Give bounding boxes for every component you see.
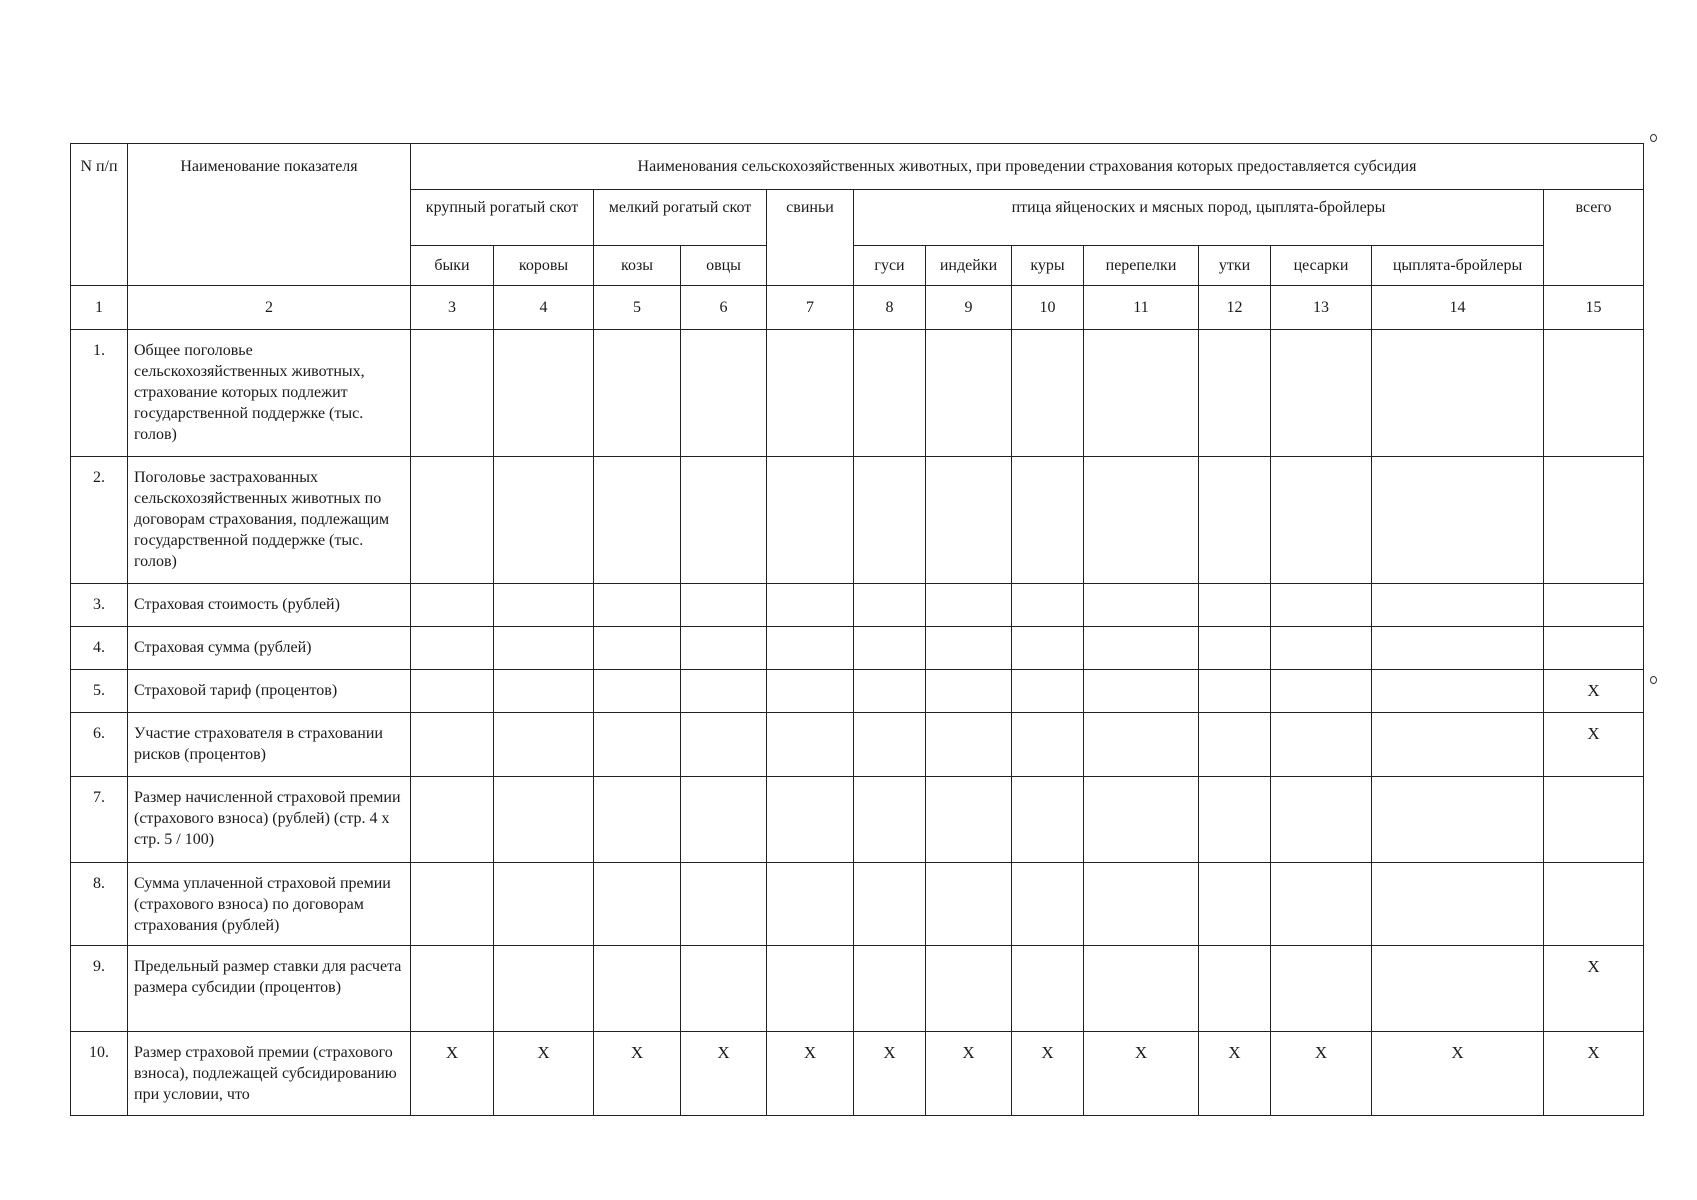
column-number-5: 5 xyxy=(594,286,681,330)
table-row xyxy=(71,777,1644,863)
table-cell xyxy=(1372,713,1544,777)
table-row xyxy=(71,1032,1644,1116)
table-cell xyxy=(854,777,926,863)
row-label: Страховая сумма (рублей) xyxy=(128,627,411,670)
table-cell xyxy=(1372,627,1544,670)
table-cell xyxy=(926,946,1012,1032)
cell-x-mark: X xyxy=(767,1032,854,1116)
table-cell xyxy=(411,713,494,777)
table-cell xyxy=(1544,777,1644,863)
table-cell xyxy=(681,627,767,670)
column-number-13: 13 xyxy=(1271,286,1372,330)
header-cattle: крупный рогатый скот xyxy=(411,190,594,246)
table-row xyxy=(71,713,1644,777)
table-cell xyxy=(1084,670,1199,713)
header-small-cattle: мелкий рогатый скот xyxy=(594,190,767,246)
row-label: Поголовье застрахованных сельскохозяйственных животных по договорам страхования, подлежащим государственной поддержке (тыс. голов) xyxy=(128,457,411,584)
table-cell xyxy=(411,584,494,627)
form-sheet xyxy=(70,143,1644,1116)
row-number: 7. xyxy=(71,777,128,863)
table-cell xyxy=(1199,584,1271,627)
column-number-11: 11 xyxy=(1084,286,1199,330)
table-cell xyxy=(594,863,681,946)
table-cell xyxy=(681,330,767,457)
cell-x-mark: X xyxy=(1271,1032,1372,1116)
table-cell xyxy=(1544,584,1644,627)
row-number: 10. xyxy=(71,1032,128,1116)
row-label: Участие страхователя в страховании рисков (процентов) xyxy=(128,713,411,777)
table-cell xyxy=(494,863,594,946)
table-cell xyxy=(1372,863,1544,946)
cell-x-mark: X xyxy=(1199,1032,1271,1116)
row-number: 8. xyxy=(71,863,128,946)
table-cell xyxy=(1199,946,1271,1032)
row-label: Сумма уплаченной страховой премии (страхового взноса) по договорам страхования (рублей) xyxy=(128,863,411,946)
table-cell xyxy=(1544,863,1644,946)
table-cell xyxy=(1271,863,1372,946)
table-cell xyxy=(1084,713,1199,777)
cell-x-mark: X xyxy=(681,1032,767,1116)
header-sub-8: перепелки xyxy=(1084,246,1199,286)
cell-x-mark: X xyxy=(1544,670,1644,713)
table-cell xyxy=(1084,627,1199,670)
cell-x-mark: X xyxy=(1544,1032,1644,1116)
table-cell xyxy=(594,713,681,777)
table-cell xyxy=(1544,330,1644,457)
table-cell xyxy=(1271,457,1372,584)
cell-x-mark: X xyxy=(1084,1032,1199,1116)
header-total: всего xyxy=(1544,190,1644,286)
table-cell xyxy=(1199,627,1271,670)
table-cell xyxy=(926,584,1012,627)
table-cell xyxy=(1012,457,1084,584)
row-number: 1. xyxy=(71,330,128,457)
table-cell xyxy=(767,627,854,670)
table-cell xyxy=(1084,946,1199,1032)
row-number: 5. xyxy=(71,670,128,713)
table-cell xyxy=(854,946,926,1032)
header-row-number: N п/п xyxy=(71,144,128,286)
table-cell xyxy=(1199,457,1271,584)
table-cell xyxy=(681,670,767,713)
row-number: 9. xyxy=(71,946,128,1032)
table-cell xyxy=(1012,777,1084,863)
table-cell xyxy=(767,330,854,457)
table-cell xyxy=(681,863,767,946)
column-number-1: 1 xyxy=(71,286,128,330)
column-number-9: 9 xyxy=(926,286,1012,330)
table-row xyxy=(71,863,1644,946)
table-cell xyxy=(494,670,594,713)
table-cell xyxy=(767,584,854,627)
cell-x-mark: X xyxy=(854,1032,926,1116)
table-cell xyxy=(494,946,594,1032)
header-sub-9: утки xyxy=(1199,246,1271,286)
cell-x-mark: X xyxy=(1012,1032,1084,1116)
row-number: 6. xyxy=(71,713,128,777)
punch-mark xyxy=(1650,676,1657,684)
header-sub-6: индейки xyxy=(926,246,1012,286)
table-cell xyxy=(767,713,854,777)
table-row xyxy=(71,946,1644,1032)
table-cell xyxy=(1012,627,1084,670)
table-cell xyxy=(411,457,494,584)
table-cell xyxy=(1372,777,1544,863)
column-number-10: 10 xyxy=(1012,286,1084,330)
row-number: 4. xyxy=(71,627,128,670)
header-indicator-name: Наименование показателя xyxy=(128,144,411,286)
table-cell xyxy=(494,713,594,777)
table-cell xyxy=(411,863,494,946)
column-number-7: 7 xyxy=(767,286,854,330)
table-cell xyxy=(854,713,926,777)
cell-x-mark: X xyxy=(1544,713,1644,777)
table-cell xyxy=(926,627,1012,670)
table-cell xyxy=(411,777,494,863)
column-number-12: 12 xyxy=(1199,286,1271,330)
table-cell xyxy=(1372,584,1544,627)
table-cell xyxy=(494,330,594,457)
table-cell xyxy=(494,627,594,670)
row-label: Страховой тариф (процентов) xyxy=(128,670,411,713)
table-row xyxy=(71,457,1644,584)
table-cell xyxy=(1372,670,1544,713)
header-sub-10: цесарки xyxy=(1271,246,1372,286)
table-cell xyxy=(681,777,767,863)
table-cell xyxy=(926,863,1012,946)
punch-mark xyxy=(1650,134,1657,142)
table-cell xyxy=(1012,946,1084,1032)
table-cell xyxy=(1199,863,1271,946)
row-label: Размер начисленной страховой премии (страхового взноса) (рублей) (стр. 4 x стр. 5 / 100) xyxy=(128,777,411,863)
table-cell xyxy=(854,863,926,946)
table-cell xyxy=(854,584,926,627)
table-cell xyxy=(1372,946,1544,1032)
column-number-2: 2 xyxy=(128,286,411,330)
table-cell xyxy=(681,946,767,1032)
table-cell xyxy=(767,946,854,1032)
table-cell xyxy=(926,457,1012,584)
header-sub-5: гуси xyxy=(854,246,926,286)
header-sub-4: овцы xyxy=(681,246,767,286)
column-number-14: 14 xyxy=(1372,286,1544,330)
subsidy-table xyxy=(70,143,1644,1116)
table-cell xyxy=(767,777,854,863)
table-cell xyxy=(494,457,594,584)
row-number: 3. xyxy=(71,584,128,627)
table-cell xyxy=(494,584,594,627)
table-cell xyxy=(1372,330,1544,457)
table-cell xyxy=(1271,777,1372,863)
header-sub-7: куры xyxy=(1012,246,1084,286)
table-cell xyxy=(494,777,594,863)
table-cell xyxy=(926,670,1012,713)
table-cell xyxy=(1271,330,1372,457)
table-cell xyxy=(1271,627,1372,670)
row-label: Общее поголовье сельскохозяйственных животных, страхование которых подлежит государственной поддержке (тыс. голов) xyxy=(128,330,411,457)
table-cell xyxy=(1271,946,1372,1032)
cell-x-mark: X xyxy=(411,1032,494,1116)
cell-x-mark: X xyxy=(1372,1032,1544,1116)
table-row xyxy=(71,627,1644,670)
table-cell xyxy=(411,627,494,670)
table-cell xyxy=(854,670,926,713)
cell-x-mark: X xyxy=(594,1032,681,1116)
table-cell xyxy=(1199,777,1271,863)
table-cell xyxy=(1271,584,1372,627)
table-cell xyxy=(1012,863,1084,946)
table-cell xyxy=(1084,457,1199,584)
table-cell xyxy=(767,457,854,584)
table-cell xyxy=(1544,627,1644,670)
table-cell xyxy=(1199,670,1271,713)
table-cell xyxy=(1012,584,1084,627)
header-poultry: птица яйценоских и мясных пород, цыплята-бройлеры xyxy=(854,190,1544,246)
cell-x-mark: X xyxy=(926,1032,1012,1116)
row-label: Размер страховой премии (страхового взноса), подлежащей субсидированию при условии, что xyxy=(128,1032,411,1116)
table-cell xyxy=(1271,713,1372,777)
table-cell xyxy=(1544,457,1644,584)
table-cell xyxy=(926,713,1012,777)
table-cell xyxy=(1012,713,1084,777)
table-cell xyxy=(681,713,767,777)
table-cell xyxy=(681,457,767,584)
table-cell xyxy=(1372,457,1544,584)
header-animal-names: Наименования сельскохозяйственных животных, при проведении страхования которых предоставляется субсидия xyxy=(411,144,1644,190)
table-row xyxy=(71,330,1644,457)
table-cell xyxy=(1271,670,1372,713)
row-number: 2. xyxy=(71,457,128,584)
header-pigs: свиньи xyxy=(767,190,854,286)
column-number-15: 15 xyxy=(1544,286,1644,330)
column-number-8: 8 xyxy=(854,286,926,330)
table-cell xyxy=(854,330,926,457)
header-sub-3: козы xyxy=(594,246,681,286)
table-cell xyxy=(1012,330,1084,457)
table-cell xyxy=(1084,777,1199,863)
table-cell xyxy=(767,670,854,713)
row-label: Страховая стоимость (рублей) xyxy=(128,584,411,627)
table-cell xyxy=(594,670,681,713)
table-cell xyxy=(1199,330,1271,457)
table-cell xyxy=(1084,863,1199,946)
table-cell xyxy=(594,584,681,627)
table-cell xyxy=(1084,584,1199,627)
table-cell xyxy=(926,777,1012,863)
column-number-4: 4 xyxy=(494,286,594,330)
table-cell xyxy=(594,777,681,863)
table-cell xyxy=(1084,330,1199,457)
column-number-3: 3 xyxy=(411,286,494,330)
table-cell xyxy=(681,584,767,627)
table-cell xyxy=(854,627,926,670)
table-cell xyxy=(926,330,1012,457)
table-cell xyxy=(411,946,494,1032)
column-number-6: 6 xyxy=(681,286,767,330)
row-label: Предельный размер ставки для расчета размера субсидии (процентов) xyxy=(128,946,411,1032)
header-sub-1: быки xyxy=(411,246,494,286)
table-cell xyxy=(1012,670,1084,713)
table-cell xyxy=(594,627,681,670)
table-cell xyxy=(411,670,494,713)
table-cell xyxy=(854,457,926,584)
table-cell xyxy=(594,946,681,1032)
table-cell xyxy=(594,457,681,584)
cell-x-mark: X xyxy=(1544,946,1644,1032)
table-cell xyxy=(1199,713,1271,777)
cell-x-mark: X xyxy=(494,1032,594,1116)
table-cell xyxy=(767,863,854,946)
table-row xyxy=(71,670,1644,713)
header-sub-2: коровы xyxy=(494,246,594,286)
header-sub-11: цыплята-бройлеры xyxy=(1372,246,1544,286)
table-cell xyxy=(411,330,494,457)
table-cell xyxy=(594,330,681,457)
table-row xyxy=(71,584,1644,627)
